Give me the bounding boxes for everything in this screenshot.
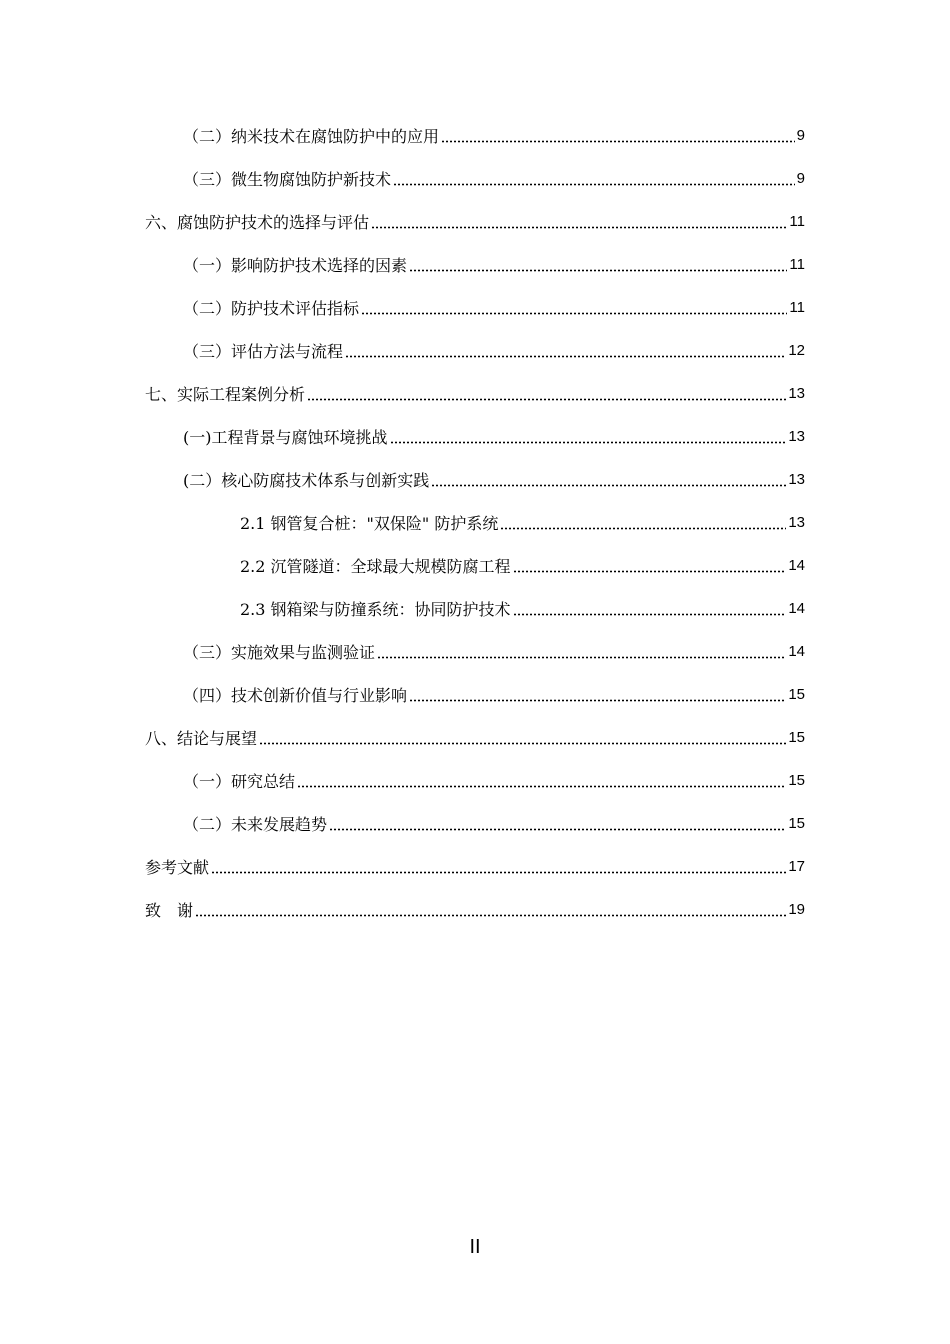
toc-entry-title: 2.1 钢管复合桩："双保险" 防护系统 bbox=[240, 514, 499, 533]
toc-entry[interactable] bbox=[0, 673, 950, 716]
toc-dot-leader bbox=[259, 730, 786, 746]
toc-entry-title: 致 谢 bbox=[145, 901, 194, 920]
toc-dot-leader bbox=[329, 816, 786, 832]
toc-dot-leader bbox=[195, 902, 786, 918]
toc-entry-page: 13 bbox=[788, 428, 805, 445]
toc-entry[interactable] bbox=[0, 587, 950, 630]
toc-entry-page: 15 bbox=[788, 772, 805, 789]
toc-dot-leader bbox=[513, 601, 787, 617]
toc-entry-page: 13 bbox=[788, 514, 805, 531]
page-number: II bbox=[469, 1236, 481, 1258]
toc-entry-page: 13 bbox=[788, 471, 805, 488]
toc-entry[interactable] bbox=[0, 759, 950, 802]
toc-entry-title: 参考文献 bbox=[145, 858, 210, 877]
toc-dot-leader bbox=[390, 429, 787, 445]
toc-entry-title: （二）未来发展趋势 bbox=[183, 815, 328, 834]
toc-dot-leader bbox=[500, 515, 786, 531]
table-of-contents bbox=[0, 114, 950, 931]
toc-entry-page: 11 bbox=[789, 213, 805, 230]
toc-dot-leader bbox=[361, 300, 787, 316]
toc-entry-title: 六、腐蚀防护技术的选择与评估 bbox=[145, 213, 370, 232]
toc-entry[interactable] bbox=[0, 415, 950, 458]
toc-entry[interactable] bbox=[0, 802, 950, 845]
toc-entry-page: 9 bbox=[796, 170, 805, 187]
toc-entry-page: 15 bbox=[788, 815, 805, 832]
toc-dot-leader bbox=[409, 257, 787, 273]
toc-entry[interactable] bbox=[0, 286, 950, 329]
toc-entry-page: 19 bbox=[788, 901, 805, 918]
toc-dot-leader bbox=[371, 214, 787, 230]
toc-dot-leader bbox=[211, 859, 786, 875]
toc-dot-leader bbox=[307, 386, 786, 402]
toc-dot-leader bbox=[409, 687, 786, 703]
toc-entry-title: (一)工程背景与腐蚀环境挑战 bbox=[183, 428, 388, 447]
toc-entry-page: 14 bbox=[788, 600, 805, 617]
toc-dot-leader bbox=[345, 343, 786, 359]
toc-entry-title: 2.3 钢箱梁与防撞系统：协同防护技术 bbox=[240, 600, 511, 619]
toc-entry-title: （二）防护技术评估指标 bbox=[183, 299, 360, 318]
toc-dot-leader bbox=[441, 128, 795, 144]
toc-entry[interactable] bbox=[0, 243, 950, 286]
toc-entry[interactable] bbox=[0, 845, 950, 888]
toc-entry-page: 14 bbox=[788, 643, 805, 660]
toc-entry-title: 八、结论与展望 bbox=[145, 729, 258, 748]
toc-entry-page: 15 bbox=[788, 729, 805, 746]
toc-dot-leader bbox=[513, 558, 787, 574]
toc-entry-page: 13 bbox=[788, 385, 805, 402]
toc-entry[interactable] bbox=[0, 157, 950, 200]
toc-entry-page: 15 bbox=[788, 686, 805, 703]
toc-entry[interactable] bbox=[0, 458, 950, 501]
toc-entry-page: 14 bbox=[788, 557, 805, 574]
toc-entry-title: 七、实际工程案例分析 bbox=[145, 385, 306, 404]
toc-entry-title: （二）纳米技术在腐蚀防护中的应用 bbox=[183, 127, 440, 146]
toc-entry[interactable] bbox=[0, 544, 950, 587]
toc-entry-title: （一）影响防护技术选择的因素 bbox=[183, 256, 408, 275]
toc-dot-leader bbox=[297, 773, 786, 789]
toc-dot-leader bbox=[431, 472, 786, 488]
toc-entry-page: 11 bbox=[789, 256, 805, 273]
toc-entry[interactable] bbox=[0, 716, 950, 759]
toc-entry-title: （四）技术创新价值与行业影响 bbox=[183, 686, 408, 705]
toc-entry[interactable] bbox=[0, 888, 950, 931]
toc-dot-leader bbox=[393, 171, 795, 187]
toc-entry[interactable] bbox=[0, 114, 950, 157]
toc-entry-title: （三）实施效果与监测验证 bbox=[183, 643, 376, 662]
toc-entry-title: （三）微生物腐蚀防护新技术 bbox=[183, 170, 392, 189]
toc-entry-page: 12 bbox=[788, 342, 805, 359]
toc-dot-leader bbox=[377, 644, 786, 660]
toc-entry-page: 11 bbox=[789, 299, 805, 316]
toc-entry-title: (二）核心防腐技术体系与创新实践 bbox=[183, 471, 430, 490]
toc-entry[interactable] bbox=[0, 630, 950, 673]
toc-entry[interactable] bbox=[0, 200, 950, 243]
toc-entry-page: 9 bbox=[796, 127, 805, 144]
toc-entry-title: 2.2 沉管隧道：全球最大规模防腐工程 bbox=[240, 557, 511, 576]
toc-entry[interactable] bbox=[0, 372, 950, 415]
toc-entry-title: （三）评估方法与流程 bbox=[183, 342, 344, 361]
toc-entry[interactable] bbox=[0, 329, 950, 372]
toc-entry[interactable] bbox=[0, 501, 950, 544]
toc-entry-page: 17 bbox=[788, 858, 805, 875]
toc-entry-title: （一）研究总结 bbox=[183, 772, 296, 791]
